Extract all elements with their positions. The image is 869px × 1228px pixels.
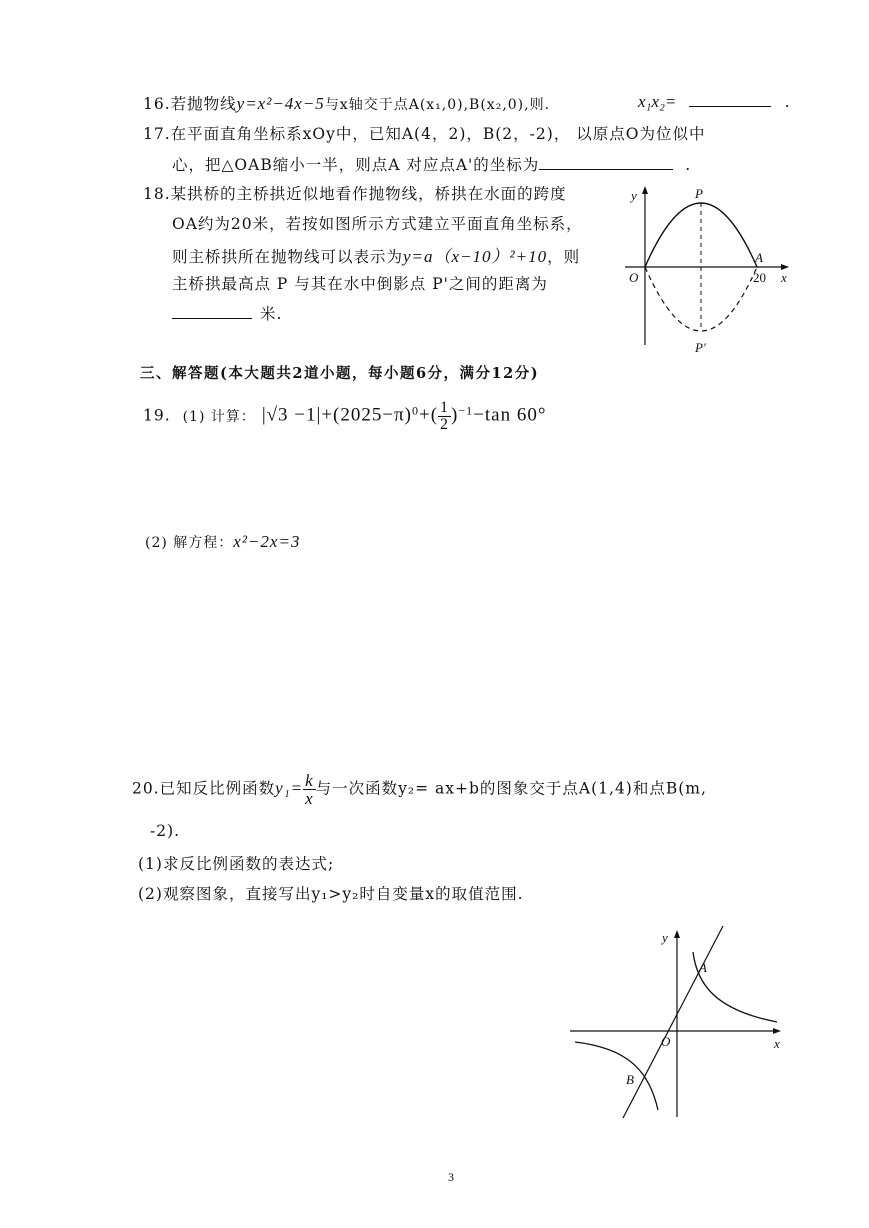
- q16-equation: y=x²−4x−5: [236, 94, 325, 113]
- q20-label-y: y: [662, 930, 668, 945]
- q18-label-x: x: [781, 270, 787, 285]
- q20-prefix: 20.已知反比例函数: [132, 779, 276, 798]
- q18-label-pprime: P′: [695, 340, 706, 355]
- q18-equation: y=a（x−10）²+10: [403, 247, 548, 266]
- q18-line3: [172, 242, 580, 267]
- q19-exp: −1: [458, 403, 474, 418]
- q16-line: [143, 92, 550, 114]
- q19-part1: [143, 400, 546, 433]
- q20-label-o: O: [661, 1034, 671, 1049]
- q18-line1: 18.某拱桥的主桥拱近似地看作抛物线，桥拱在水面的跨度: [143, 185, 567, 203]
- q19-part1-label: (1) 计算：: [182, 408, 256, 425]
- q18-label-p: P: [695, 186, 703, 201]
- q19-label: 19.: [143, 406, 171, 425]
- q18-line3b: ，则: [547, 248, 581, 266]
- q20-sub1: (1)求反比例函数的表达式;: [138, 855, 335, 873]
- q18-answer-blank[interactable]: [172, 304, 252, 319]
- q20-figure: [565, 922, 795, 1122]
- q20-line1: [132, 772, 707, 807]
- q18-line5: [172, 302, 282, 324]
- section3-heading: 三、解答题(本大题共2道小题，每小题6分，满分12分): [140, 365, 540, 382]
- q18-line2: OA约为20米，若按如图所示方式建立平面直角坐标系，: [172, 215, 583, 233]
- q20-label-x: x: [774, 1036, 780, 1051]
- q20-x-arrow: [773, 1028, 781, 1034]
- q19-frac-num: 1: [440, 399, 450, 416]
- q20-label-b: B: [626, 1072, 634, 1087]
- q17-end: .: [685, 156, 692, 174]
- q18-label-a: A: [755, 250, 763, 265]
- q20-frac-den: x: [305, 789, 314, 808]
- q20-fraction: [303, 772, 316, 807]
- q18-unit: 米.: [260, 305, 283, 323]
- q19-part2: [145, 532, 300, 552]
- q19-expr-a: |√3 −1|+(2025−π): [261, 404, 412, 426]
- q19-paren: ): [451, 404, 459, 426]
- q16-text: 与x轴交于点A(x₁,0),B(x₂,0),则.: [324, 97, 551, 113]
- q20-line2: -2).: [150, 822, 181, 840]
- q16-expr: x₁x₂=: [638, 92, 677, 111]
- q19-plus: +(: [419, 404, 439, 426]
- q19-part2-label: (2) 解方程：: [145, 535, 234, 551]
- q20-mid: 与一次函数y₂= ax+b的图象交于点A(1,4)和点B(m,: [315, 779, 707, 798]
- q18-label-20: 20: [753, 270, 766, 285]
- page-number: 3: [448, 1170, 454, 1184]
- q20-label-a: A: [699, 960, 707, 975]
- q17-line1: 17.在平面直角坐标系xOy中，已知A(4，2)，B(2，-2)， 以原点O为位似中: [143, 125, 706, 143]
- q18-label-o: O: [629, 270, 639, 285]
- q19-tail: −tan 60°: [473, 404, 547, 426]
- q20-y1: y₁=: [275, 778, 304, 798]
- q20-line-graph: [623, 926, 723, 1118]
- q19-fraction: [438, 400, 451, 433]
- q18-y-arrow: [642, 186, 648, 194]
- q18-label-y: y: [631, 188, 637, 203]
- q16-answer: [638, 92, 791, 112]
- q17-line2: [172, 153, 691, 175]
- q19-exp0: 0: [412, 403, 419, 418]
- q19-frac-den: 2: [440, 416, 450, 433]
- q18-line4: 主桥拱最高点 P 与其在水中倒影点 P'之间的距离为: [172, 275, 548, 293]
- q20-y-arrow: [674, 930, 680, 938]
- q16-prefix: 16.若抛物线: [143, 95, 237, 113]
- q17-text: 心，把△OAB缩小一半，则点A 对应点A'的坐标为: [172, 156, 540, 174]
- q18-figure: [615, 180, 795, 360]
- q20-sub2: (2)观察图象，直接写出y₁>y₂时自变量x的取值范围.: [138, 885, 524, 903]
- q19-part2-eq: x²−2x=3: [233, 532, 301, 551]
- q18-line3a: 则主桥拱所在抛物线可以表示为: [172, 248, 404, 266]
- q17-answer-blank[interactable]: [539, 155, 673, 170]
- q16-answer-blank[interactable]: [689, 92, 771, 107]
- q16-end: .: [784, 93, 791, 111]
- q20-frac-num: k: [305, 771, 314, 790]
